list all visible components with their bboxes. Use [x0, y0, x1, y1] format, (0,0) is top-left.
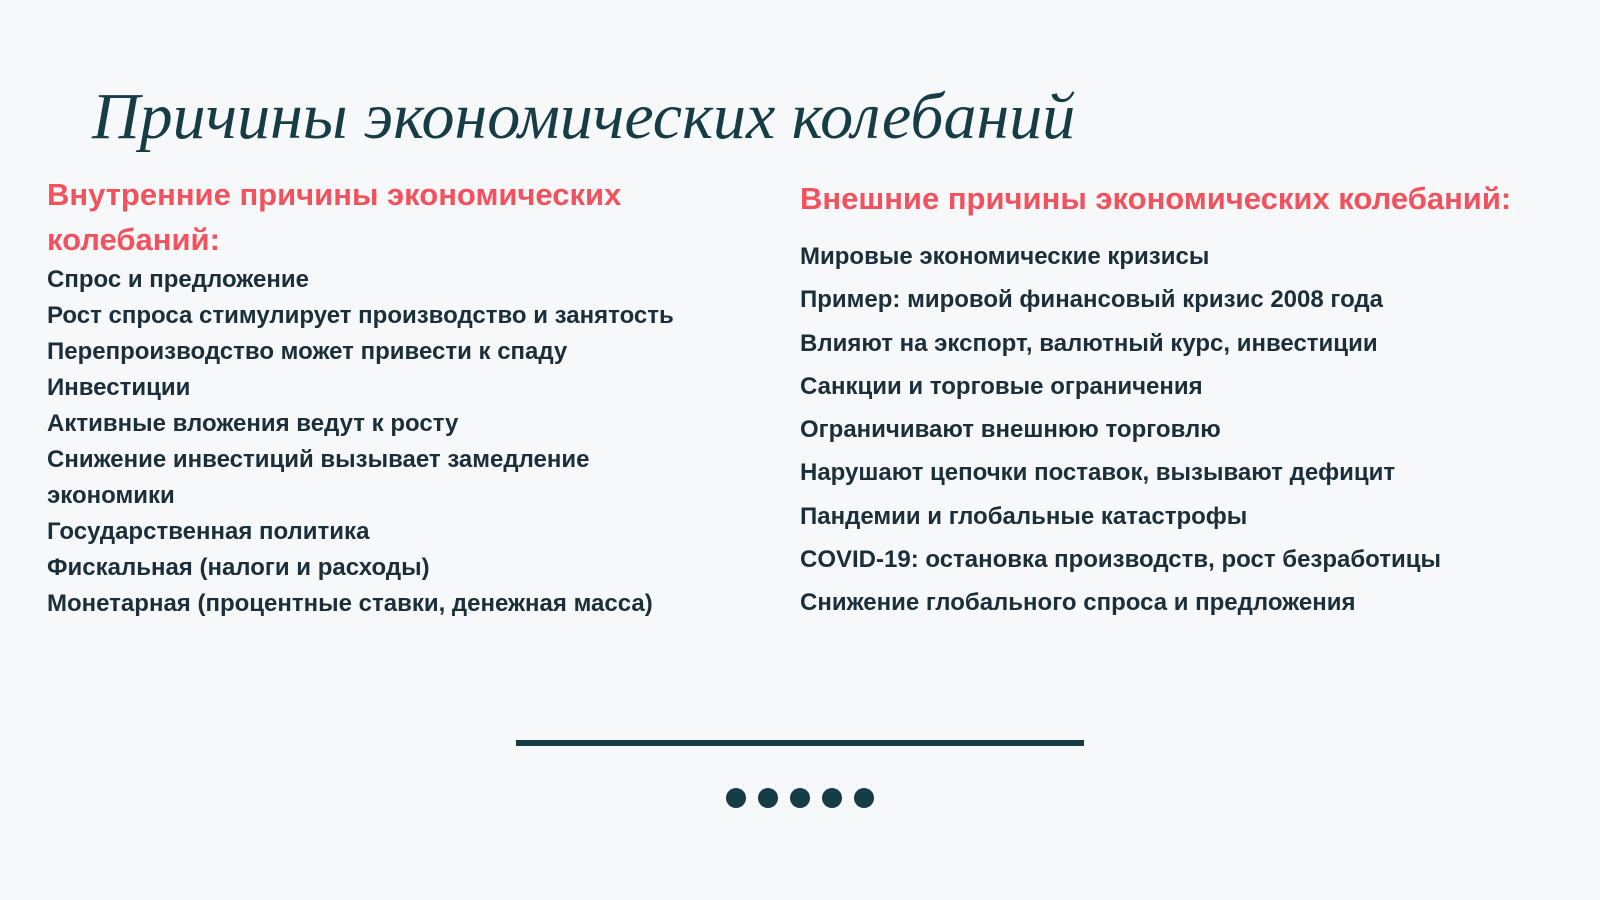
internal-causes-heading — [47, 172, 717, 262]
external-heading-text: Внешние причины экономических колебаний — [800, 181, 1501, 216]
external-causes-list — [800, 235, 1520, 625]
dot-icon — [854, 788, 874, 808]
list-item: Перепроизводство может привести к спаду — [47, 338, 568, 365]
internal-heading-colon: : — [209, 222, 220, 257]
dot-icon — [822, 788, 842, 808]
list-item: Нарушают цепочки поставок, вызывают дефицит — [800, 459, 1396, 487]
external-causes-column — [800, 172, 1520, 625]
list-item: Снижение глобального спроса и предложения — [800, 589, 1356, 617]
list-item: Государственная политика — [47, 518, 370, 545]
external-causes-heading — [800, 172, 1520, 225]
list-item: Рост спроса стимулирует производство и занятость — [47, 302, 674, 329]
list-item: Санкции и торговые ограничения — [800, 372, 1203, 400]
list-item: Пандемии и глобальные катастрофы — [800, 502, 1248, 530]
divider-line — [516, 740, 1084, 746]
list-item: Снижение инвестиций вызывает замедление экономики — [47, 446, 590, 509]
slide-title: Причины экономических колебаний — [92, 80, 1076, 153]
list-item: Пример: мировой финансовый кризис 2008 года — [800, 286, 1383, 314]
external-heading-colon: : — [1500, 181, 1512, 216]
list-item: Активные вложения ведут к росту — [47, 410, 459, 437]
list-item: Инвестиции — [47, 374, 191, 401]
dot-icon — [790, 788, 810, 808]
dot-icon — [758, 788, 778, 808]
list-item: COVID-19: остановка производств, рост безработицы — [800, 546, 1442, 574]
list-item: Ограничивают внешнюю торговлю — [800, 416, 1221, 444]
list-item: Фискальная (налоги и расходы) — [47, 554, 430, 581]
internal-causes-list — [47, 262, 717, 622]
list-item: Монетарная (процентные ставки, денежная масса) — [47, 590, 653, 617]
list-item: Мировые экономические кризисы — [800, 243, 1210, 270]
decorative-dots — [726, 788, 874, 808]
internal-heading-text: Внутренние причины экономических колебаний — [47, 177, 622, 257]
list-item: Влияют на экспорт, валютный курс, инвестиции — [800, 329, 1378, 357]
list-item: Спрос и предложение — [47, 266, 309, 293]
dot-icon — [726, 788, 746, 808]
internal-causes-column — [47, 172, 717, 622]
